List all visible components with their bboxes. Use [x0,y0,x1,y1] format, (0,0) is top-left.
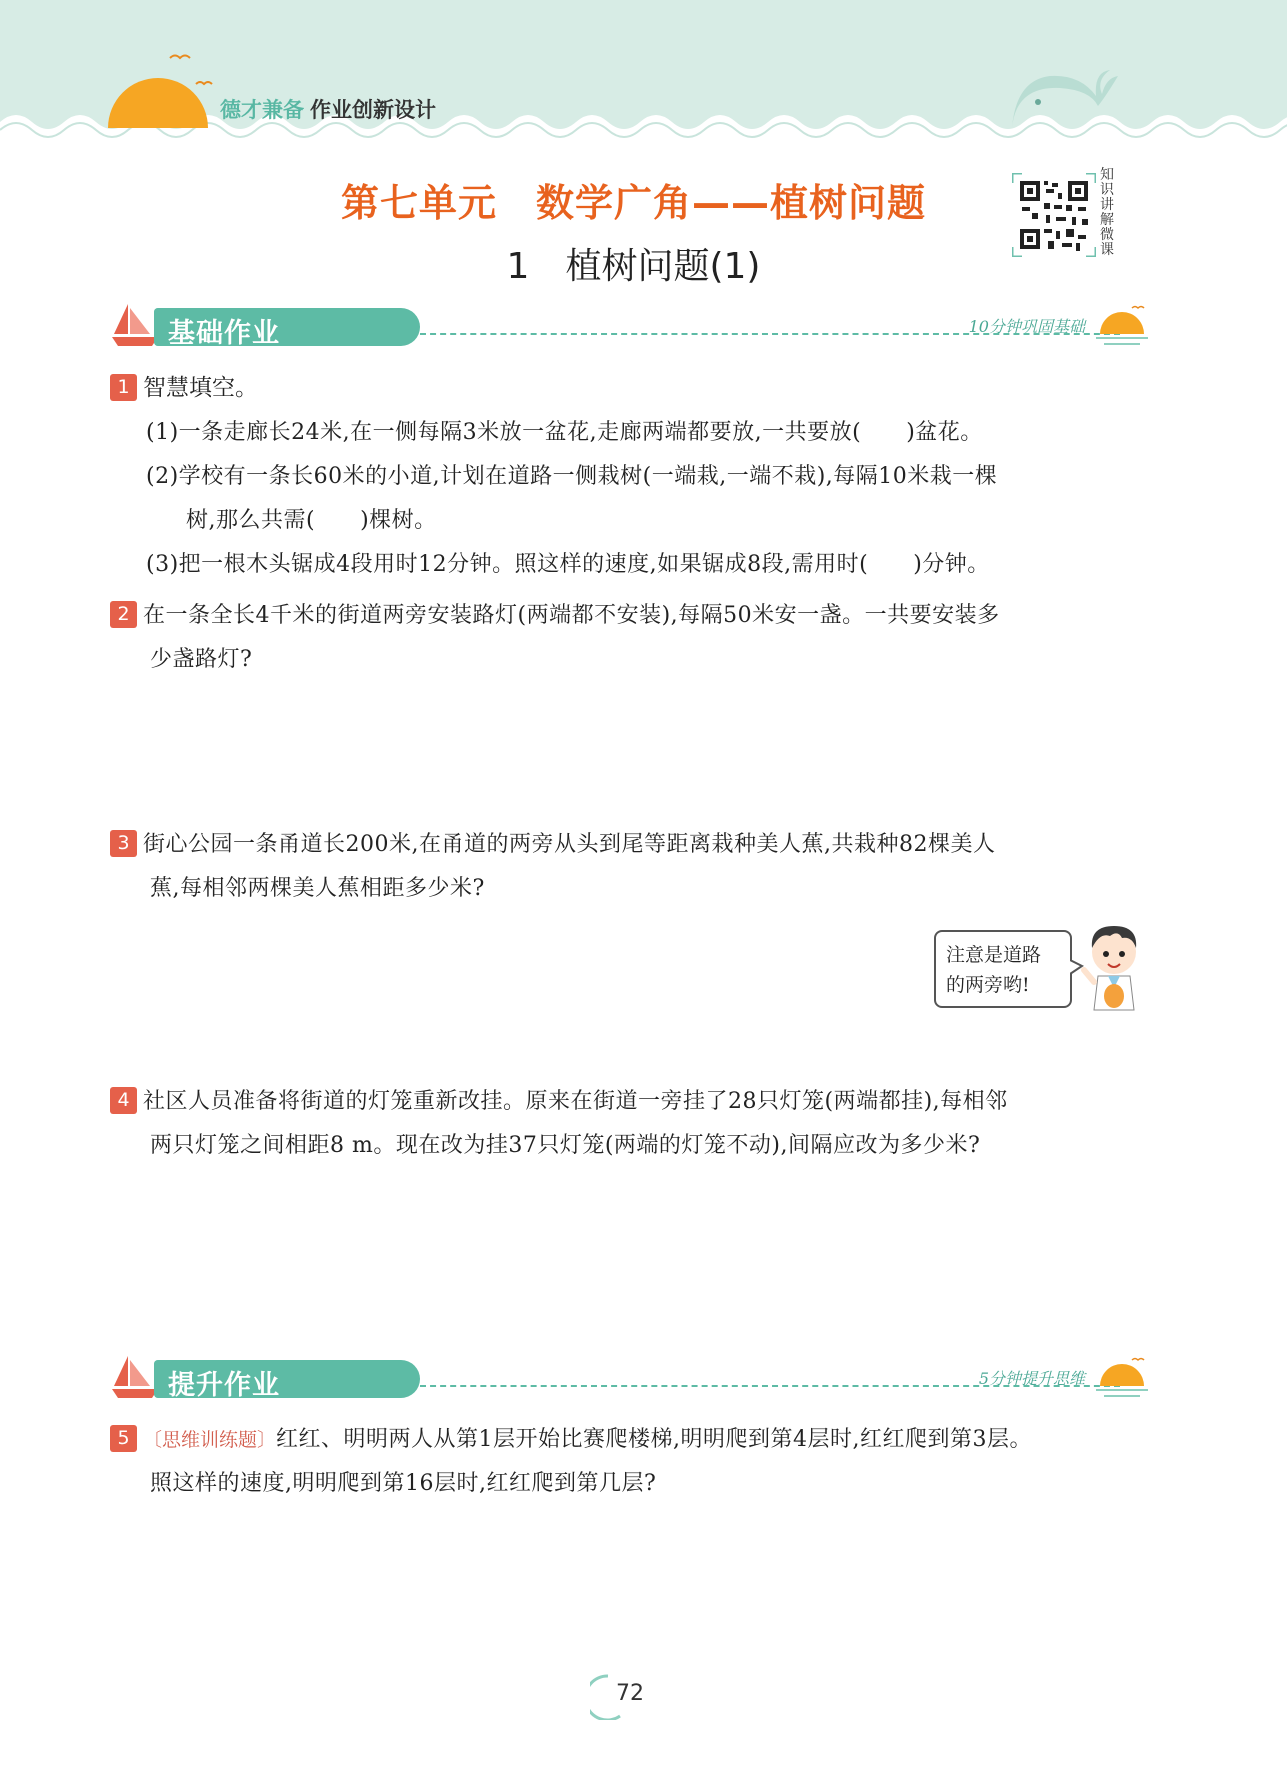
question-number: 2 [110,601,137,628]
sub-question-1: (1)一条走廊长24米,在一侧每隔3米放一盆花,走廊两端都要放,一共要放( )盆花。 [146,420,983,445]
question-number: 4 [110,1087,137,1114]
section-time-note: 10分钟巩固基础 [968,317,1085,336]
section-label: 提升作业 [168,1370,280,1401]
mini-sun-icon [1094,1356,1150,1402]
question-4 [110,1080,1150,1168]
brand-subtitle: 作业创新设计 [310,98,436,122]
question-text-line2: 蕉,每相邻两棵美人蕉相距多少米? [150,876,485,901]
question-5 [110,1418,1150,1506]
hint-line-1: 注意是道路 [946,944,1042,966]
sunset-logo-icon [0,0,230,140]
section-header-advanced [110,1352,1150,1402]
brand-title [220,94,436,124]
question-text-line1: 红红、明明两人从第1层开始比赛爬楼梯,明明爬到第4层时,红红爬到第3层。 [276,1427,1032,1452]
question-text-line2: 两只灯笼之间相距8 m。现在改为挂37只灯笼(两端的灯笼不动),间隔应改为多少米? [150,1133,981,1158]
sub-question-2-line1: (2)学校有一条长60米的小道,计划在道路一侧栽树(一端栽,一端不栽),每隔10米栽一棵 [146,464,998,489]
question-text-line2: 少盏路灯? [150,647,253,672]
sailboat-icon [110,1352,160,1402]
question-3 [110,823,1150,911]
whale-icon [1010,66,1120,128]
question-text-line1: 社区人员准备将街道的灯笼重新改挂。原来在街道一旁挂了28只灯笼(两端都挂),每相邻 [143,1089,1008,1114]
hint-line-2: 的两旁哟! [946,974,1030,996]
question-1 [110,366,1150,587]
question-text-line1: 街心公园一条甬道长200米,在甬道的两旁从头到尾等距离栽种美人蕉,共栽种82棵美人 [143,832,996,857]
question-text-line2: 照这样的速度,明明爬到第16层时,红红爬到第几层? [150,1471,657,1496]
qr-code-icon[interactable] [1012,173,1096,257]
question-number: 5 [110,1425,137,1452]
page-number: 72 [616,1681,644,1706]
lesson-title: 1 植树问题(1) [506,246,761,287]
section-header-basic [110,300,1150,350]
question-text-line1: 在一条全长4千米的街道两旁安装路灯(两端都不安装),每隔50米安一盏。一共要安装多 [143,603,1000,628]
question-type-tag: 〔思维训练题〕 [143,1429,277,1451]
hint-speech-bubble [934,930,1072,1008]
sailboat-icon [110,300,160,350]
question-number: 1 [110,374,137,401]
question-2 [110,594,1150,682]
mini-sun-icon [1094,304,1150,350]
unit-title: 第七单元 数学广角——植树问题 [340,181,926,225]
question-number: 3 [110,830,137,857]
section-label: 基础作业 [168,318,280,349]
sub-question-2-line2: 树,那么共需( )棵树。 [186,508,437,533]
brand-name: 德才兼备 [220,98,304,122]
cartoon-boy-icon [1078,918,1150,1018]
qr-code-label: 知识讲解微课 [1100,167,1114,258]
question-title: 智慧填空。 [143,375,258,401]
sub-question-3: (3)把一根木头锯成4段用时12分钟。照这样的速度,如果锯成8段,需用时( )分钟。 [146,552,990,577]
section-time-note: 5分钟提升思维 [978,1369,1085,1388]
